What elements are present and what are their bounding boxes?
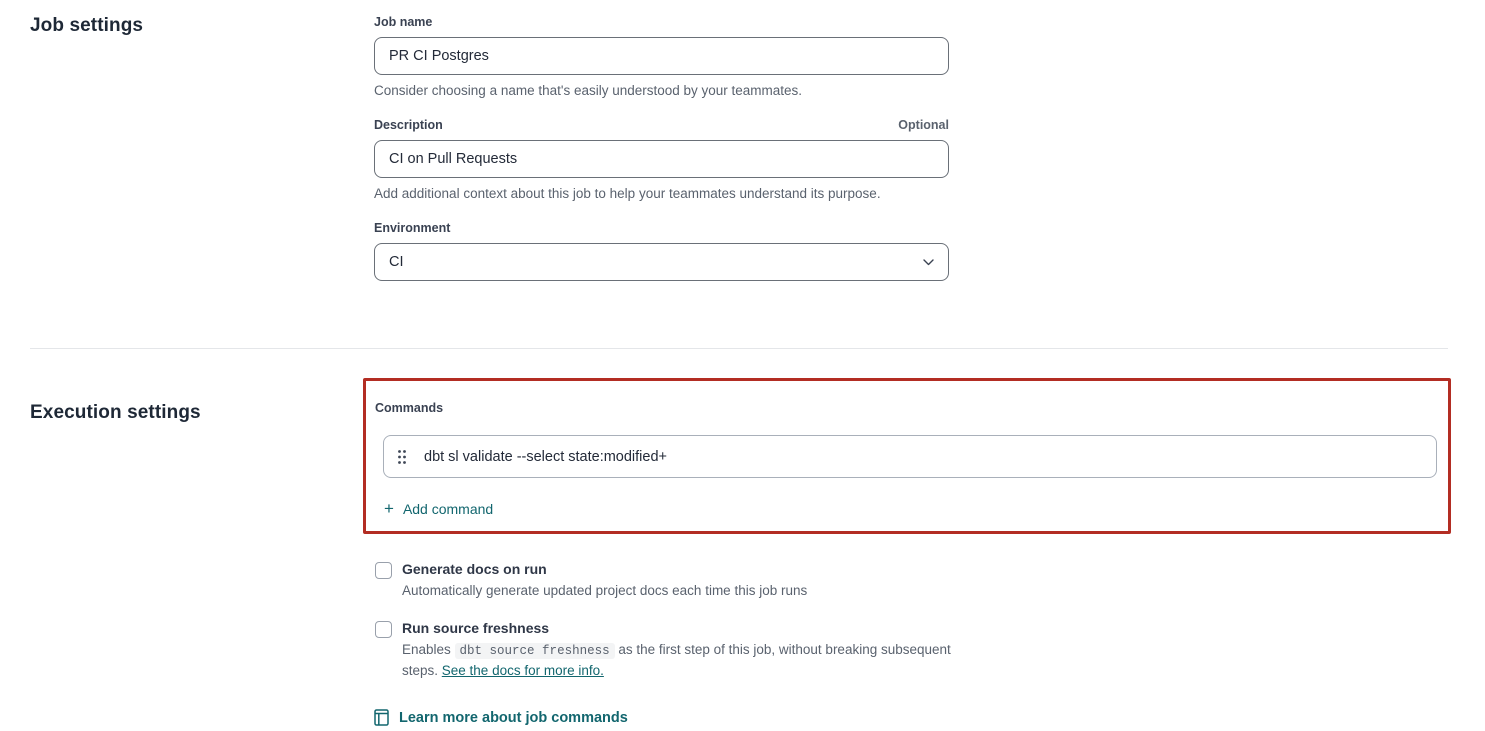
description-label: Description bbox=[374, 118, 443, 132]
job-settings-section bbox=[30, 15, 1455, 301]
source-freshness-code-chip: dbt source freshness bbox=[455, 643, 615, 659]
source-freshness-helper-prefix: Enables bbox=[402, 642, 455, 657]
learn-more-label: Learn more about job commands bbox=[399, 709, 628, 726]
see-docs-link[interactable]: See the docs for more info. bbox=[441, 663, 604, 678]
drag-handle-icon[interactable] bbox=[398, 450, 406, 464]
generate-docs-checkbox[interactable] bbox=[375, 562, 392, 579]
environment-select[interactable] bbox=[374, 243, 949, 281]
source-freshness-label: Run source freshness bbox=[402, 620, 550, 636]
job-name-label: Job name bbox=[374, 15, 433, 29]
generate-docs-label: Generate docs on run bbox=[402, 561, 547, 577]
source-freshness-text bbox=[402, 619, 954, 681]
job-name-field bbox=[374, 15, 949, 98]
source-freshness-checkbox[interactable] bbox=[375, 621, 392, 638]
description-helper: Add additional context about this job to help your teammates understand its purpose. bbox=[374, 186, 881, 201]
execution-settings-heading: Execution settings bbox=[30, 402, 201, 423]
environment-field bbox=[374, 221, 949, 281]
description-field bbox=[374, 118, 949, 201]
commands-label: Commands bbox=[375, 401, 444, 415]
job-name-helper: Consider choosing a name that's easily understood by your teammates. bbox=[374, 83, 803, 98]
environment-label: Environment bbox=[374, 221, 451, 235]
add-command-label: Add command bbox=[402, 500, 494, 517]
execution-settings-form bbox=[374, 349, 1455, 731]
chevron-down-icon bbox=[923, 259, 934, 266]
command-text[interactable]: dbt sl validate --select state:modified+ bbox=[424, 448, 667, 465]
environment-selected-value: CI bbox=[389, 254, 404, 270]
execution-settings-section bbox=[30, 349, 1455, 731]
job-settings-heading: Job settings bbox=[30, 15, 144, 36]
commands-highlight-box bbox=[363, 378, 1451, 534]
execution-settings-heading-col bbox=[30, 349, 374, 424]
generate-docs-text bbox=[402, 560, 807, 601]
learn-more-link[interactable] bbox=[374, 709, 628, 726]
generate-docs-group bbox=[374, 560, 954, 601]
book-icon bbox=[374, 709, 389, 726]
source-freshness-helper bbox=[402, 640, 954, 681]
source-freshness-group bbox=[374, 619, 954, 681]
job-settings-form bbox=[374, 15, 1455, 301]
optional-badge: Optional bbox=[898, 118, 949, 132]
job-settings-heading-col bbox=[30, 15, 374, 37]
job-name-input[interactable] bbox=[374, 37, 949, 75]
description-input[interactable] bbox=[374, 140, 949, 178]
source-freshness-helper-suffix: as the first step of this job, without breaking subsequent steps. bbox=[402, 642, 951, 678]
plus-icon: + bbox=[384, 499, 394, 518]
command-row[interactable] bbox=[383, 435, 1437, 478]
add-command-button[interactable] bbox=[384, 500, 493, 517]
generate-docs-helper: Automatically generate updated project docs each time this job runs bbox=[402, 583, 808, 598]
